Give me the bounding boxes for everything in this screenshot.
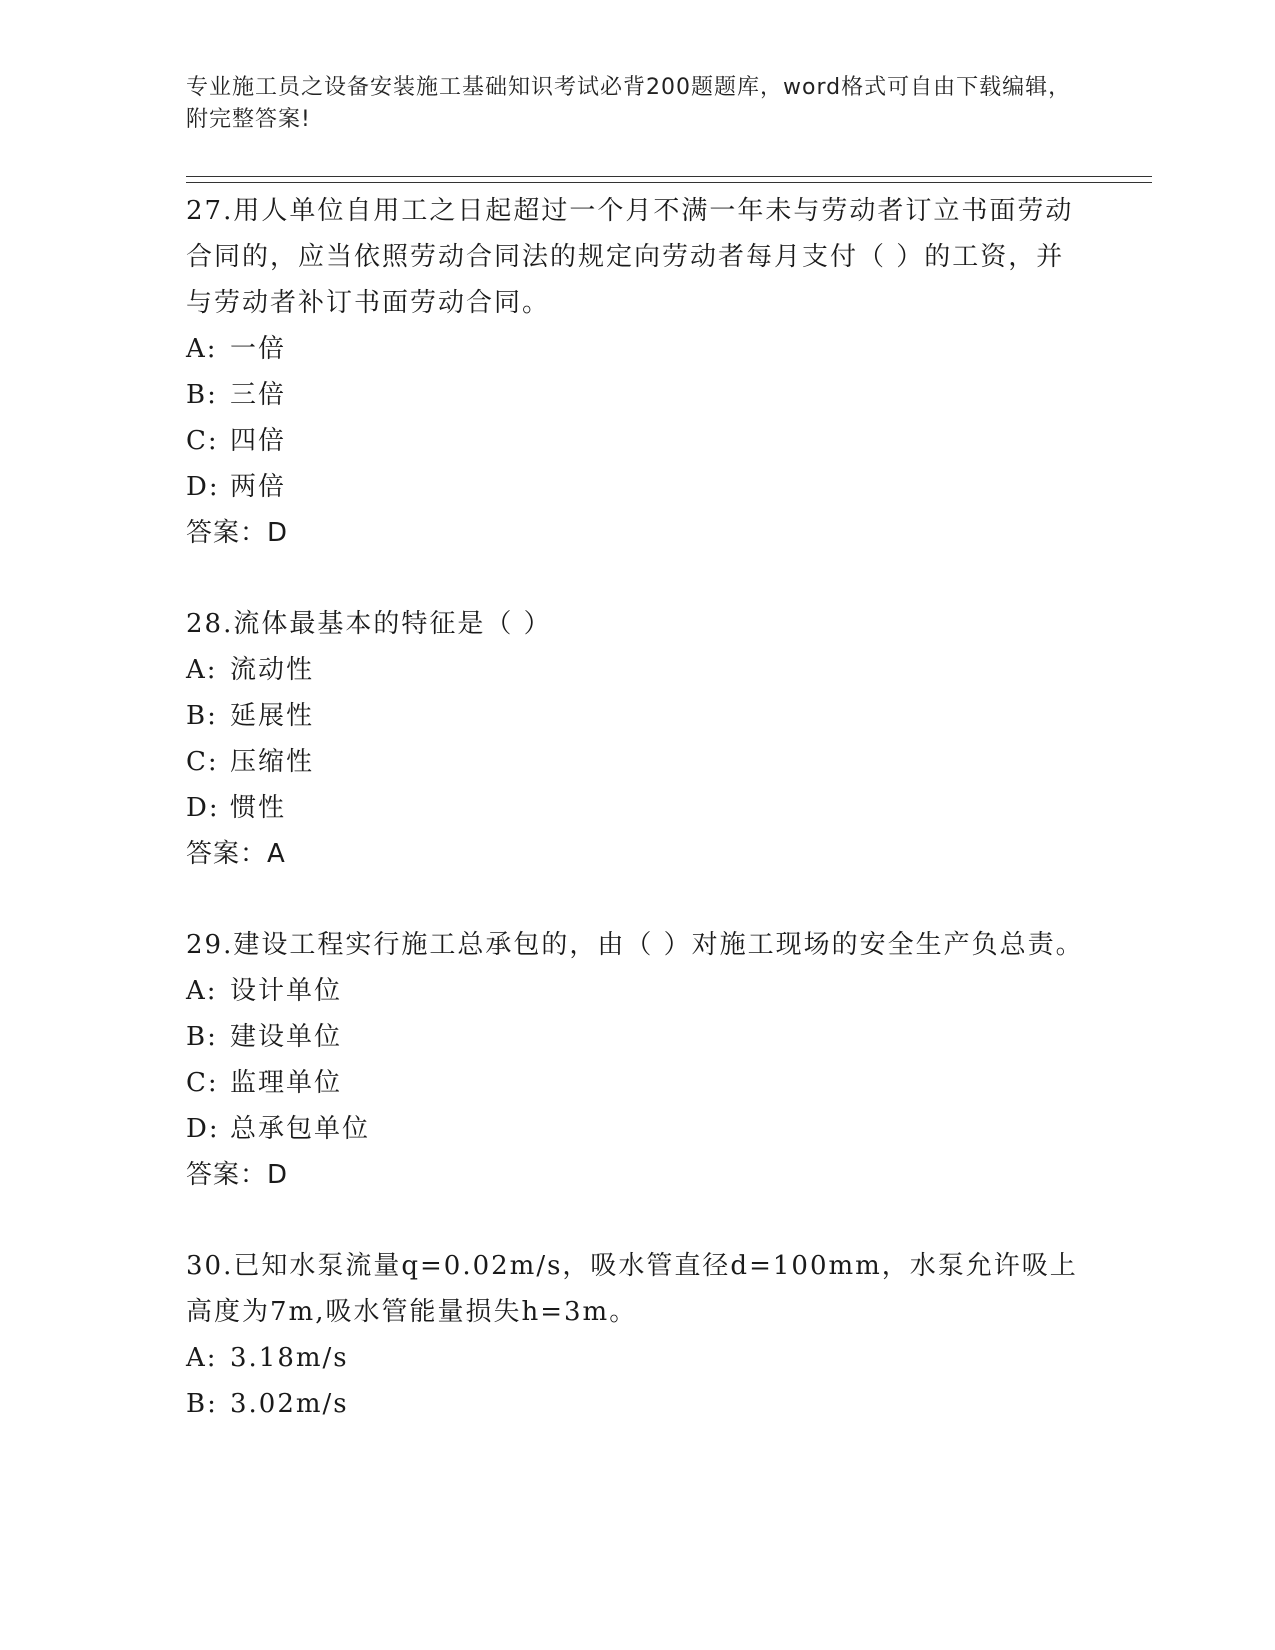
option-text: 总承包单位 bbox=[230, 1114, 371, 1144]
option-b bbox=[186, 1014, 1086, 1060]
answer-label: 答案：D bbox=[186, 518, 289, 548]
option-text: 设计单位 bbox=[230, 976, 343, 1006]
option-key: C: bbox=[186, 426, 219, 456]
option-text: 一倍 bbox=[230, 334, 287, 364]
option-text: 建设单位 bbox=[230, 1022, 343, 1052]
question-29 bbox=[186, 922, 1086, 1198]
option-text: 四倍 bbox=[230, 426, 287, 456]
header-divider-top bbox=[186, 176, 1152, 177]
answer-label: 答案：A bbox=[186, 839, 286, 869]
option-text: 惯性 bbox=[230, 793, 287, 823]
spacer bbox=[186, 877, 1086, 922]
question-27 bbox=[186, 188, 1086, 556]
question-text: 27.用人单位自用工之日起超过一个月不满一年未与劳动者订立书面劳动合同的，应当依照劳动合同法的规定向劳动者每月支付（ ）的工资，并与劳动者补订书面劳动合同。 bbox=[186, 196, 1074, 318]
option-c bbox=[186, 1060, 1086, 1106]
option-key: A: bbox=[186, 1343, 218, 1373]
option-b bbox=[186, 372, 1086, 418]
option-text: 两倍 bbox=[230, 472, 287, 502]
header-divider-bottom bbox=[186, 182, 1152, 183]
option-key: A: bbox=[186, 976, 218, 1006]
option-key: D: bbox=[186, 1114, 220, 1144]
spacer bbox=[186, 556, 1086, 601]
option-text: 3.02m/s bbox=[230, 1389, 349, 1419]
spacer bbox=[186, 1198, 1086, 1243]
option-text: 压缩性 bbox=[230, 747, 315, 777]
option-c bbox=[186, 739, 1086, 785]
option-d bbox=[186, 1106, 1086, 1152]
option-text: 延展性 bbox=[230, 701, 315, 731]
answer-label: 答案：D bbox=[186, 1160, 289, 1190]
document-header bbox=[186, 72, 1086, 136]
option-b bbox=[186, 1381, 1086, 1427]
option-text: 三倍 bbox=[230, 380, 287, 410]
option-key: B: bbox=[186, 1389, 218, 1419]
option-c bbox=[186, 418, 1086, 464]
question-text: 30.已知水泵流量q=0.02m/s，吸水管直径d=100mm，水泵允许吸上高度为7m,吸水管能量损失h=3m。 bbox=[186, 1251, 1078, 1327]
option-key: C: bbox=[186, 1068, 219, 1098]
option-a bbox=[186, 1335, 1086, 1381]
option-key: C: bbox=[186, 747, 219, 777]
question-list bbox=[186, 188, 1086, 1427]
option-text: 监理单位 bbox=[230, 1068, 343, 1098]
question-28 bbox=[186, 601, 1086, 877]
option-key: B: bbox=[186, 380, 218, 410]
option-key: D: bbox=[186, 793, 220, 823]
header-title: 专业施工员之设备安装施工基础知识考试必背200题题库，word格式可自由下载编辑，附完整答案! bbox=[186, 75, 1072, 132]
option-b bbox=[186, 693, 1086, 739]
option-key: B: bbox=[186, 1022, 218, 1052]
option-d bbox=[186, 464, 1086, 510]
option-key: D: bbox=[186, 472, 220, 502]
option-text: 3.18m/s bbox=[230, 1343, 349, 1373]
option-a bbox=[186, 326, 1086, 372]
question-text: 28.流体最基本的特征是（ ） bbox=[186, 609, 552, 639]
option-key: A: bbox=[186, 655, 218, 685]
question-text: 29.建设工程实行施工总承包的，由（ ）对施工现场的安全生产负总责。 bbox=[186, 930, 1084, 960]
option-d bbox=[186, 785, 1086, 831]
option-key: A: bbox=[186, 334, 218, 364]
option-key: B: bbox=[186, 701, 218, 731]
option-a bbox=[186, 647, 1086, 693]
option-text: 流动性 bbox=[230, 655, 315, 685]
question-30 bbox=[186, 1243, 1086, 1427]
option-a bbox=[186, 968, 1086, 1014]
